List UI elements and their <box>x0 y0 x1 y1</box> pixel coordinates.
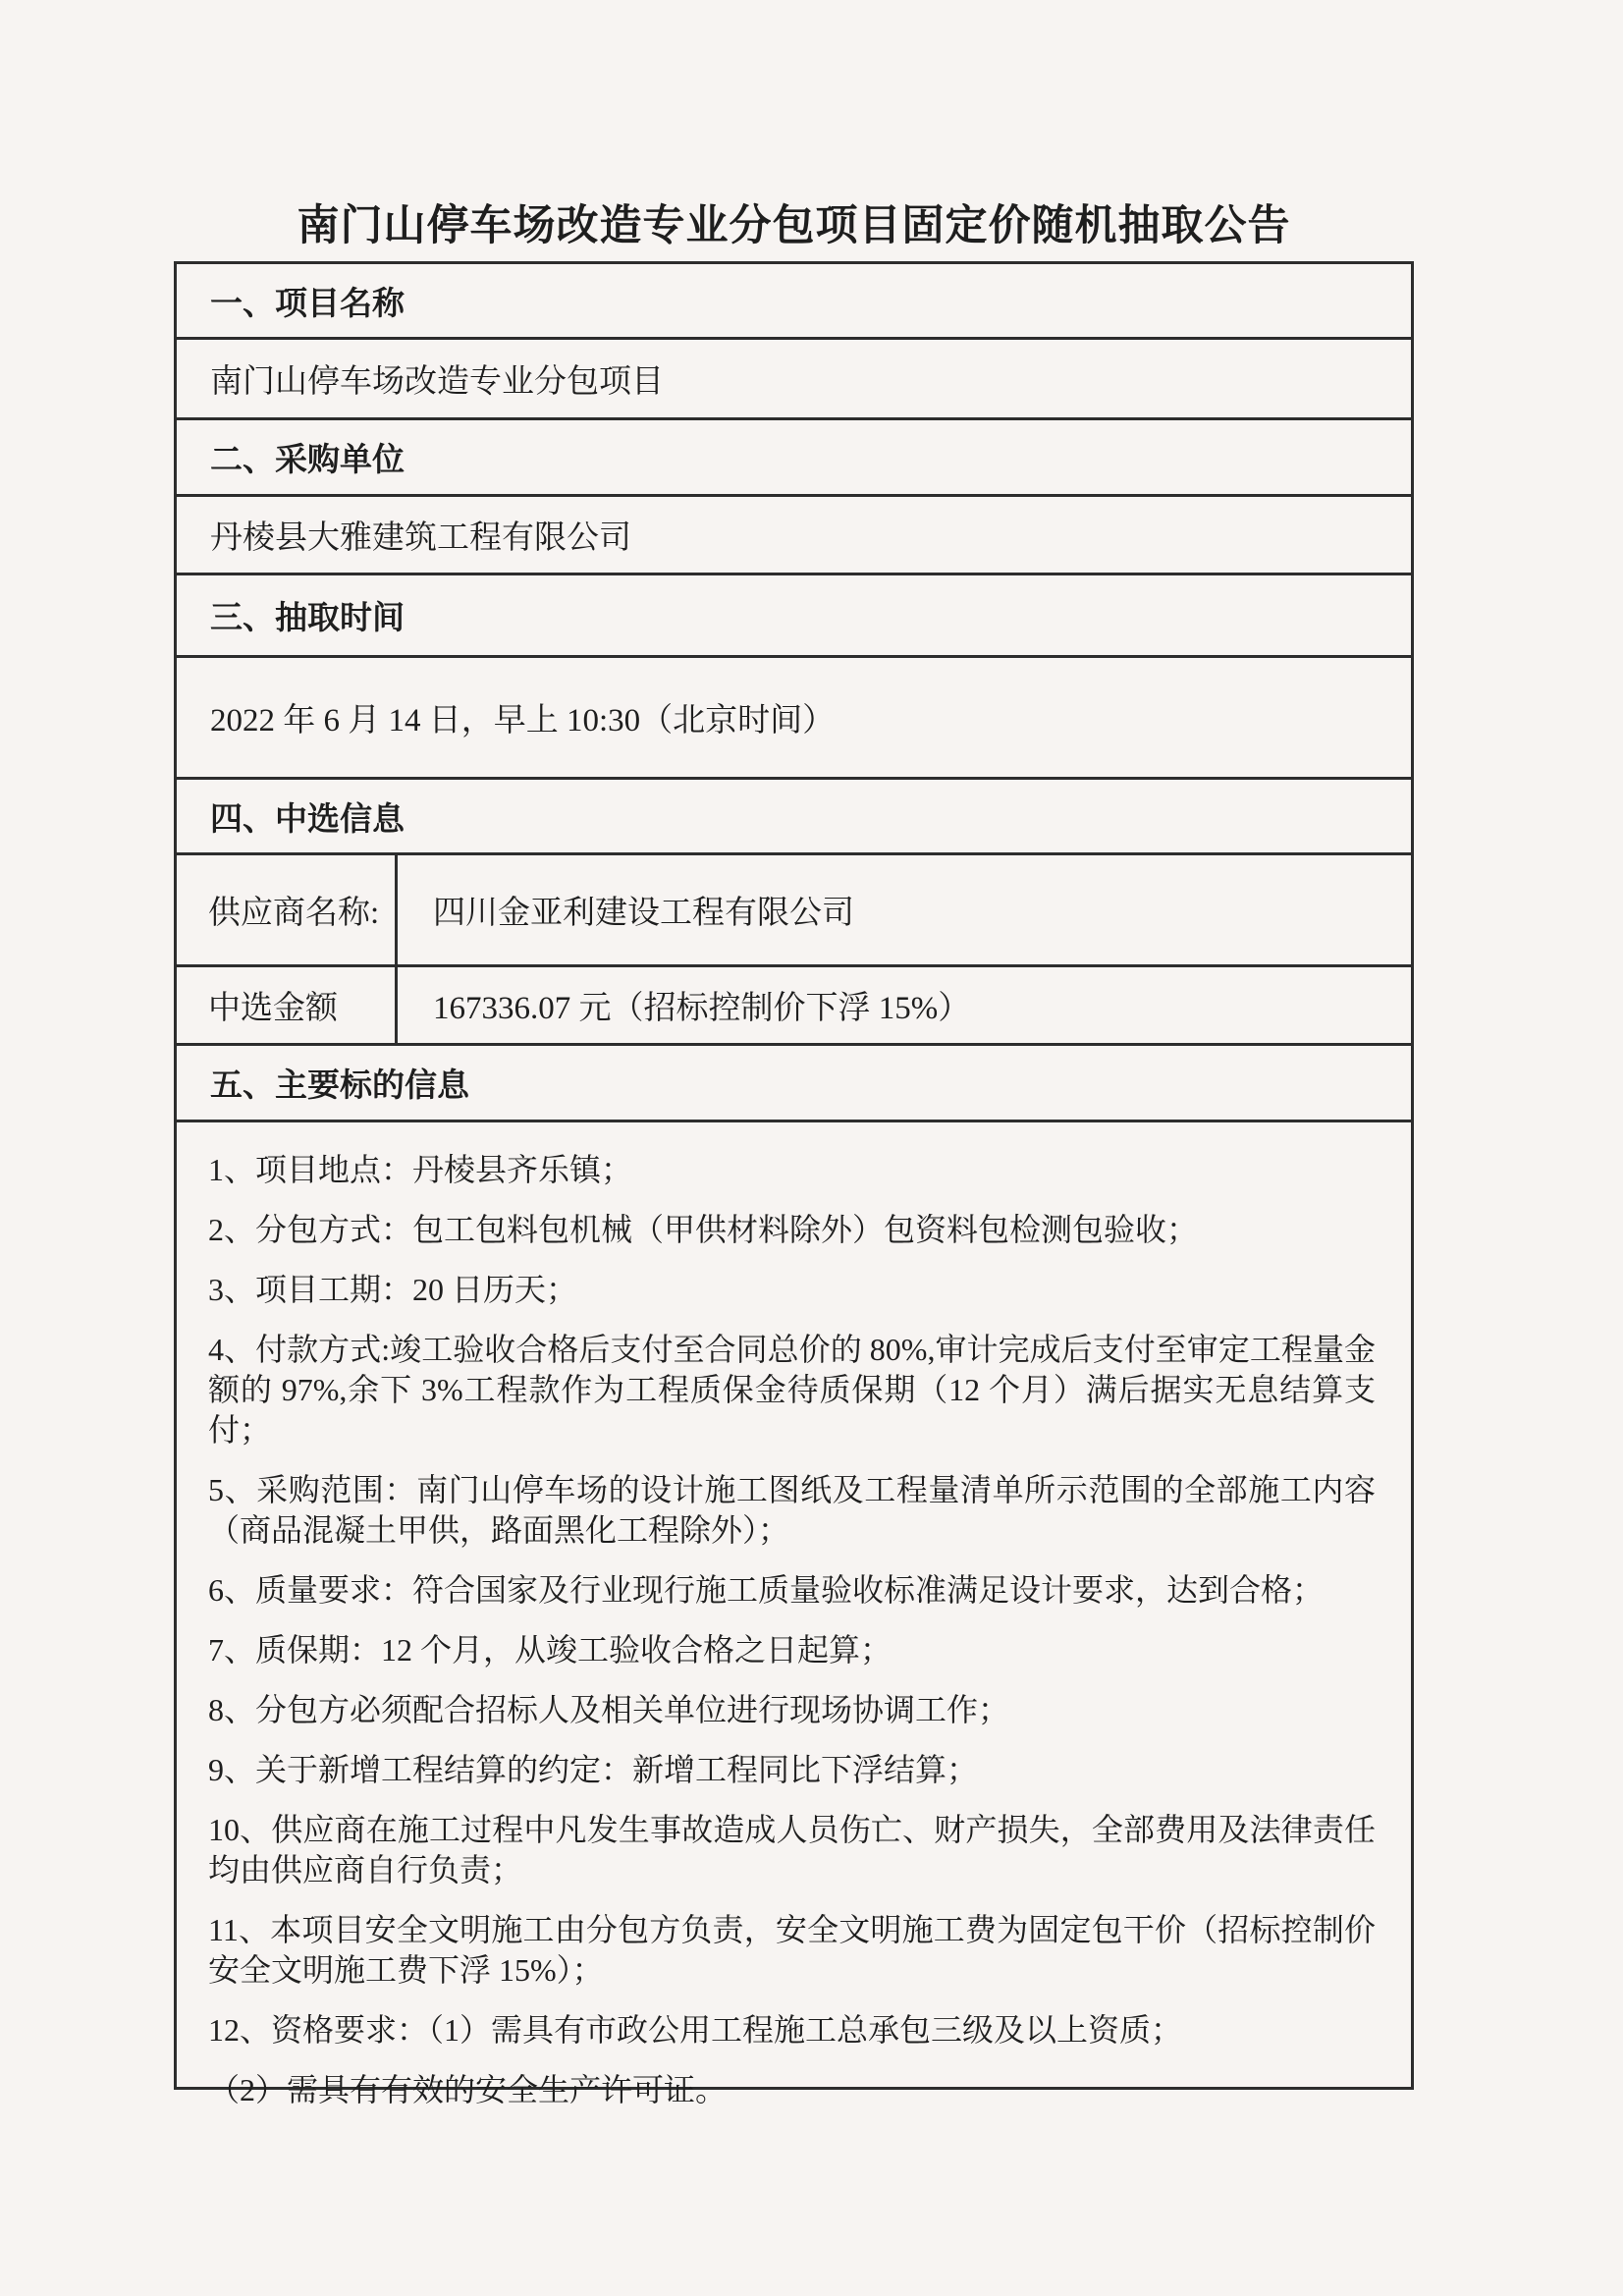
announcement-table <box>174 261 1414 2107</box>
draw-time-value-row: 2022 年 6 月 14 日，早上 10:30（北京时间） <box>177 655 1411 777</box>
project-name-value-row: 南门山停车场改造专业分包项目 <box>177 337 1411 417</box>
item-new-work-settlement: 9、关于新增工程结算的约定：新增工程同比下浮结算； <box>208 1752 979 1787</box>
item-procurement-scope: 5、采购范围：南门山停车场的设计施工图纸及工程量清单所示范围的全部施工内容（商品混凝土甲供，路面黑化工程除外）； <box>208 1472 1376 1548</box>
supplier-value-cell: 四川金亚利建设工程有限公司 <box>433 896 854 931</box>
item-quality-requirement: 6、质量要求：符合国家及行业现行施工质量验收标准满足设计要求，达到合格； <box>208 1572 1325 1608</box>
item-project-duration: 3、项目工期：20 日历天； <box>208 1272 578 1307</box>
section3-header-row: 三、抽取时间 <box>177 573 1411 655</box>
supplier-label-cell: 供应商名称: <box>177 855 398 964</box>
page-title: 南门山停车场改造专业分包项目固定价随机抽取公告 <box>297 203 1291 249</box>
item-liability: 10、供应商在施工过程中凡发生事故造成人员伤亡、财产损失，全部费用及法律责任均由供应商自行负责； <box>208 1812 1376 1887</box>
supplier-row <box>177 852 1411 964</box>
section2-header-row: 二、采购单位 <box>177 417 1411 494</box>
subject-info-list <box>177 1120 1411 2107</box>
amount-row <box>177 964 1411 1043</box>
item-subcontract-mode: 2、分包方式：包工包料包机械（甲供材料除外）包资料包检测包验收； <box>208 1212 1199 1247</box>
item-warranty-period: 7、质保期：12 个月，从竣工验收合格之日起算； <box>208 1632 893 1667</box>
amount-value-cell: 167336.07 元（招标控制价下浮 15%） <box>433 991 971 1026</box>
section1-header-row: 一、项目名称 <box>210 286 405 322</box>
item-qualification-2: （2）需具有有效的安全生产许可证。 <box>208 2072 728 2107</box>
item-site-coordination: 8、分包方必须配合招标人及相关单位进行现场协调工作； <box>208 1692 1010 1727</box>
item-payment-terms: 4、付款方式:竣工验收合格后支付至合同总价的 80%,审计完成后支付至审定工程量金额的 97%,余下 3%工程款作为工程质保金待质保期（12 个月）满后据实无息结算支付； <box>208 1332 1376 1448</box>
item-qualification-1: 12、资格要求：（1）需具有市政公用工程施工总承包三级及以上资质； <box>208 2012 1183 2048</box>
section5-header-row: 五、主要标的信息 <box>177 1043 1411 1120</box>
purchaser-value-row: 丹棱县大雅建筑工程有限公司 <box>177 494 1411 573</box>
item-project-location: 1、项目地点：丹棱县齐乐镇； <box>208 1152 633 1187</box>
item-safety-cost: 11、本项目安全文明施工由分包方负责，安全文明施工费为固定包干价（招标控制价安全文明施工费下浮 15%）； <box>208 1912 1376 1988</box>
section4-header-row: 四、中选信息 <box>177 777 1411 852</box>
amount-label-cell: 中选金额 <box>177 967 398 1043</box>
